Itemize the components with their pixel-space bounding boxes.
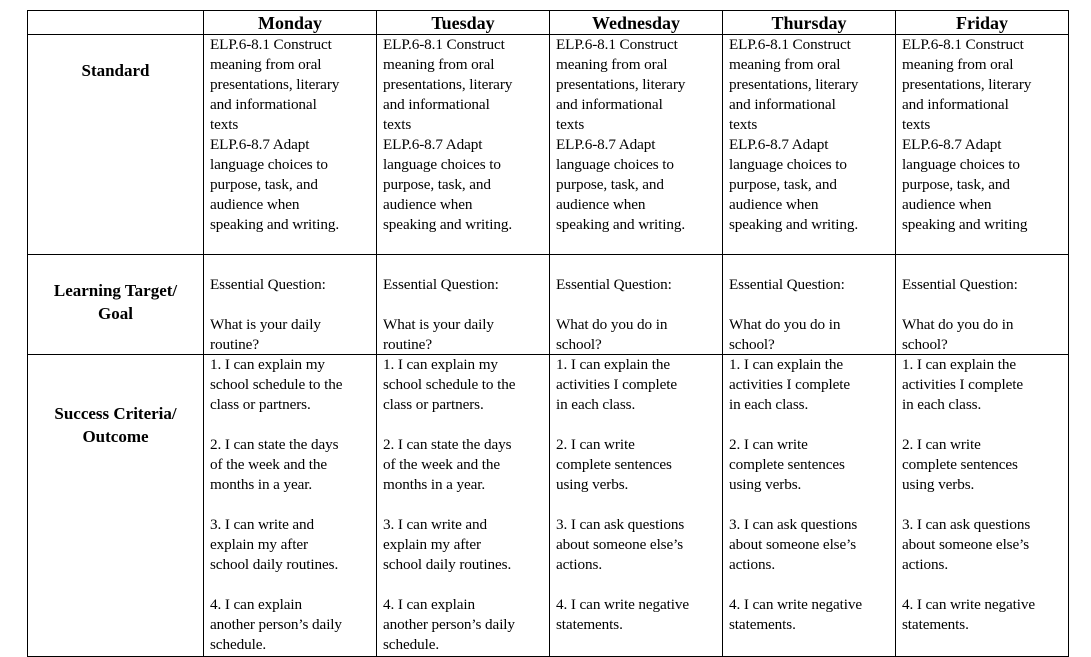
header-friday: Friday [896,11,1069,35]
target-cell-thursday: Essential Question: What do you do in school? [723,255,896,355]
learning-target-label-line2: Goal [98,304,133,323]
success-cell-thursday: 1. I can explain the activities I complete in each class. 2. I can write complete sentences using verbs. 3. I can ask questions about someone else’s actions. 4. I can write negative statements. [723,355,896,657]
target-cell-wednesday: Essential Question: What do you do in school? [550,255,723,355]
success-label-line1: Success Criteria/ [54,404,177,423]
standard-cell-wednesday: ELP.6-8.1 Construct meaning from oral presentations, literary and informational texts ELP.6-8.7 Adapt language choices to purpose, task, and audience when speaking and writing. [550,35,723,255]
row-label-learning-target [28,255,204,355]
standard-label: Standard [81,61,150,80]
standard-cell-monday: ELP.6-8.1 Construct meaning from oral presentations, literary and informational texts ELP.6-8.7 Adapt language choices to purpose, task, and audience when speaking and writing. [204,35,377,255]
success-cell-tuesday: 1. I can explain my school schedule to the class or partners. 2. I can state the days of the week and the months in a year. 3. I can write and explain my after school daily routines. 4. I can explain another person’s daily schedule. [377,355,550,657]
lesson-plan-table [27,10,1069,657]
standard-cell-friday: ELP.6-8.1 Construct meaning from oral presentations, literary and informational texts ELP.6-8.7 Adapt language choices to purpose, task, and audience when speaking and writing [896,35,1069,255]
header-tuesday: Tuesday [377,11,550,35]
target-cell-friday: Essential Question: What do you do in school? [896,255,1069,355]
success-cell-monday: 1. I can explain my school schedule to the class or partners. 2. I can state the days of the week and the months in a year. 3. I can write and explain my after school daily routines. 4. I can explain another person’s daily schedule. [204,355,377,657]
success-label-line2: Outcome [82,427,149,446]
standard-cell-tuesday: ELP.6-8.1 Construct meaning from oral presentations, literary and informational texts ELP.6-8.7 Adapt language choices to purpose, task, and audience when speaking and writing. [377,35,550,255]
success-cell-wednesday: 1. I can explain the activities I complete in each class. 2. I can write complete sentences using verbs. 3. I can ask questions about someone else’s actions. 4. I can write negative statements. [550,355,723,657]
target-cell-monday: Essential Question: What is your daily routine? [204,255,377,355]
learning-target-label-line1: Learning Target/ [53,281,178,300]
standard-cell-thursday: ELP.6-8.1 Construct meaning from oral presentations, literary and informational texts ELP.6-8.7 Adapt language choices to purpose, task, and audience when speaking and writing. [723,35,896,255]
corner-cell [28,11,204,35]
row-label-standard [28,35,204,255]
header-wednesday: Wednesday [550,11,723,35]
target-cell-tuesday: Essential Question: What is your daily routine? [377,255,550,355]
header-thursday: Thursday [723,11,896,35]
success-cell-friday: 1. I can explain the activities I complete in each class. 2. I can write complete sentences using verbs. 3. I can ask questions about someone else’s actions. 4. I can write negative statements. [896,355,1069,657]
row-label-success-criteria [28,355,204,657]
header-monday: Monday [204,11,377,35]
